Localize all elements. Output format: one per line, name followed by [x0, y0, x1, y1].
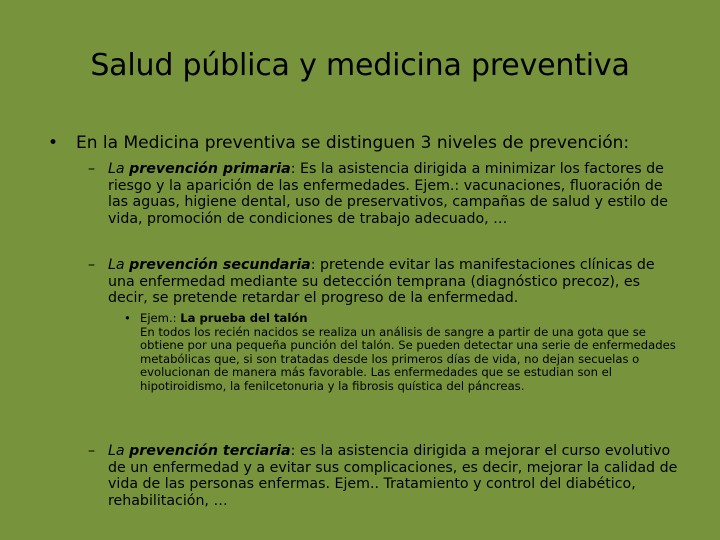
item-term: prevención primaria: [129, 161, 291, 177]
item-text: : pretende evitar las manifestaciones clínicas de una enfermedad mediante su detección temprana (diagnóstico precoz), es decir, se pretende retardar el progreso de la enfermedad.: [108, 257, 655, 306]
dash-bullet-icon: –: [88, 161, 96, 177]
prevention-item-primary: [88, 161, 678, 227]
item-prefix: La: [108, 443, 130, 459]
example-heading: [140, 312, 680, 326]
dash-bullet-icon: –: [88, 257, 96, 273]
item-prefix: La: [108, 257, 130, 273]
slide-title: Salud pública y medicina preventiva: [90, 48, 630, 83]
example-text: En todos los recién nacidos se realiza un análisis de sangre a partir de una gota que se obtiene por una pequeña punción del talón. Se pueden detectar una serie de enfermedades metabólicas que, si son tratadas desde los primeros días de vida, no dejan secuelas o evolucionan de manera más favorable. Las enfermedades que se estudian son el hipotiroidismo, la fenilcetonuria y la fibrosis quística del páncreas.: [140, 324, 676, 393]
dash-bullet-icon: –: [88, 443, 96, 459]
example-bullet: [124, 312, 680, 393]
example-title: La prueba del talón: [180, 311, 308, 325]
prevention-item-secondary: [88, 257, 678, 307]
item-term: prevención terciaria: [129, 443, 291, 459]
example-lead: Ejem.:: [140, 311, 181, 325]
item-text: : Es la asistencia dirigida a minimizar los factores de riesgo y la aparición de las enfermedades. Ejem.: vacunaciones, fluoración de las aguas, higiene dental, uso de preservativos, campañas de salud y estilo de vida, promoción de condiciones de trabajo adecuado, …: [108, 161, 669, 227]
intro-text: En la Medicina preventiva se distinguen 3 niveles de prevención:: [76, 133, 630, 153]
item-prefix: La: [108, 161, 130, 177]
item-text: : es la asistencia dirigida a mejorar el curso evolutivo de un enfermedad y a evitar sus complicaciones, es decir, mejorar la calidad de vida de las personas enfermas. Ejem.. Tratamiento y control del diabético, rehabilitación, …: [108, 443, 678, 509]
item-term: prevención secundaria: [129, 257, 311, 273]
bullet-dot-icon: •: [48, 133, 59, 153]
bullet-dot-icon: •: [124, 311, 131, 325]
prevention-item-tertiary: [88, 443, 678, 509]
